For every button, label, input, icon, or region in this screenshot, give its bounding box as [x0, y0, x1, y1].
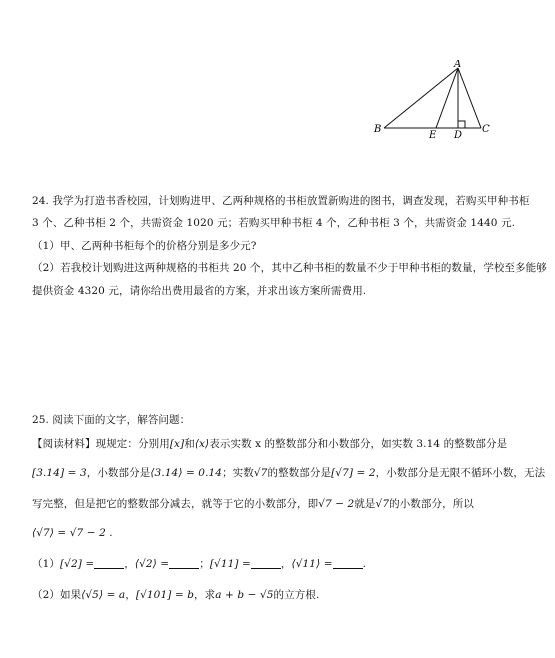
q25-l3-b: √7 − 2 — [318, 498, 355, 510]
q25-s1-a: （1） — [32, 558, 60, 570]
q25-s1-c: ， — [124, 558, 135, 570]
answer-blank-3[interactable] — [251, 558, 281, 569]
q25-s2-b: ⟨√5⟩ = a — [81, 589, 126, 601]
label-C: C — [482, 124, 490, 135]
answer-blank-4[interactable] — [333, 558, 363, 569]
answer-blank-1[interactable] — [94, 558, 124, 569]
label-B: B — [374, 124, 382, 135]
q24-sub2b: 提供资金 4320 元，请你给出费用最省的方案，并求出该方案所需费用. — [32, 285, 367, 297]
q24-sub1: （1）甲、乙两种书柜每个的价格分别是多少元? — [32, 240, 257, 252]
q25-l1-int: [x] — [169, 438, 185, 450]
label-A: A — [454, 60, 462, 70]
q25-l2-e: √7 — [253, 467, 268, 479]
q25-s1-f: [√11] = — [209, 558, 251, 570]
q25-line2 — [32, 466, 546, 480]
q25-l1-frac: ⟨x⟩ — [194, 438, 210, 450]
q25-s2-e: ，求 — [194, 589, 216, 601]
q25-s1-d: ⟨√2⟩ = — [134, 558, 170, 570]
q25-l3-d: √7 — [375, 498, 390, 510]
label-E: E — [429, 130, 437, 141]
label-D: D — [454, 130, 463, 141]
triangle-figure — [370, 60, 500, 142]
q24-sub2a: （2）若我校计划购进这两种规格的书柜共 20 个，其中乙种书柜的数量不少于甲种书柜的数量，学校至多能够 — [32, 262, 547, 274]
q25-l2-b: ，小数部分是 — [86, 467, 151, 479]
q25-s1-g: ， — [280, 558, 292, 570]
q25-s2-g: 的立方根. — [273, 589, 320, 601]
q25-l2-c: ⟨3.14⟩ = 0.14 — [150, 467, 223, 479]
q25-s2-f: a + b − √5 — [215, 589, 274, 601]
q25-l2-d: ；实数 — [222, 467, 254, 479]
q25-line4: ⟨√7⟩ = √7 − 2 . — [32, 527, 113, 539]
q25-l2-g: [√7] = 2 — [331, 467, 376, 479]
q25-sub1 — [32, 557, 537, 571]
q25-title: 25. 阅读下面的文字，解答问题： — [32, 414, 191, 426]
q25-s1-e: ； — [199, 558, 210, 570]
right-angle-mark — [458, 121, 465, 128]
q25-l3-a: 写完整，但是把它的整数部分减去，就等于它的小数部分，即 — [32, 498, 319, 510]
q25-l1-pre: 【阅读材料】现规定：分别用 — [32, 438, 170, 450]
q25-l3-c: 就是 — [354, 498, 376, 510]
segment-AC — [458, 68, 481, 128]
q24-line1: 24. 我学为打造书香校园，计划购进甲、乙两种规格的书柜放置新购进的图书，调查发现，若购买甲种书柜 — [32, 195, 530, 207]
q25-l1-and: 和 — [184, 438, 195, 450]
q25-s1-h: ⟨√11⟩ = — [291, 558, 333, 570]
q25-s1-b: [√2] = — [59, 558, 95, 570]
q25-line1 — [32, 437, 537, 451]
q24-line2: 3 个、乙种书柜 2 个，共需资金 1020 元；若购买甲种书柜 4 个，乙种书柜 3 个，共需资金 1440 元. — [32, 217, 516, 229]
q25-s2-d: [√101] = b — [135, 589, 195, 601]
q25-sub2 — [32, 588, 537, 602]
answer-blank-2[interactable] — [169, 558, 199, 569]
q25-l2-f: 的整数部分是 — [267, 467, 332, 479]
q25-s2-c: ， — [125, 589, 136, 601]
q25-line3 — [32, 497, 537, 511]
q25-s2-a: （2）如果 — [32, 589, 82, 601]
q25-l2-a: [3.14] = 3 — [32, 467, 87, 479]
q25-l1-post: 表示实数 x 的整数部分和小数部分，如实数 3.14 的整数部分是 — [209, 438, 508, 450]
q25-l2-h: ，小数部分是无限不循环小数，无法 — [375, 467, 546, 479]
q25-s1-i: . — [362, 558, 367, 570]
q25-l3-e: 的小数部分，所以 — [389, 498, 474, 510]
